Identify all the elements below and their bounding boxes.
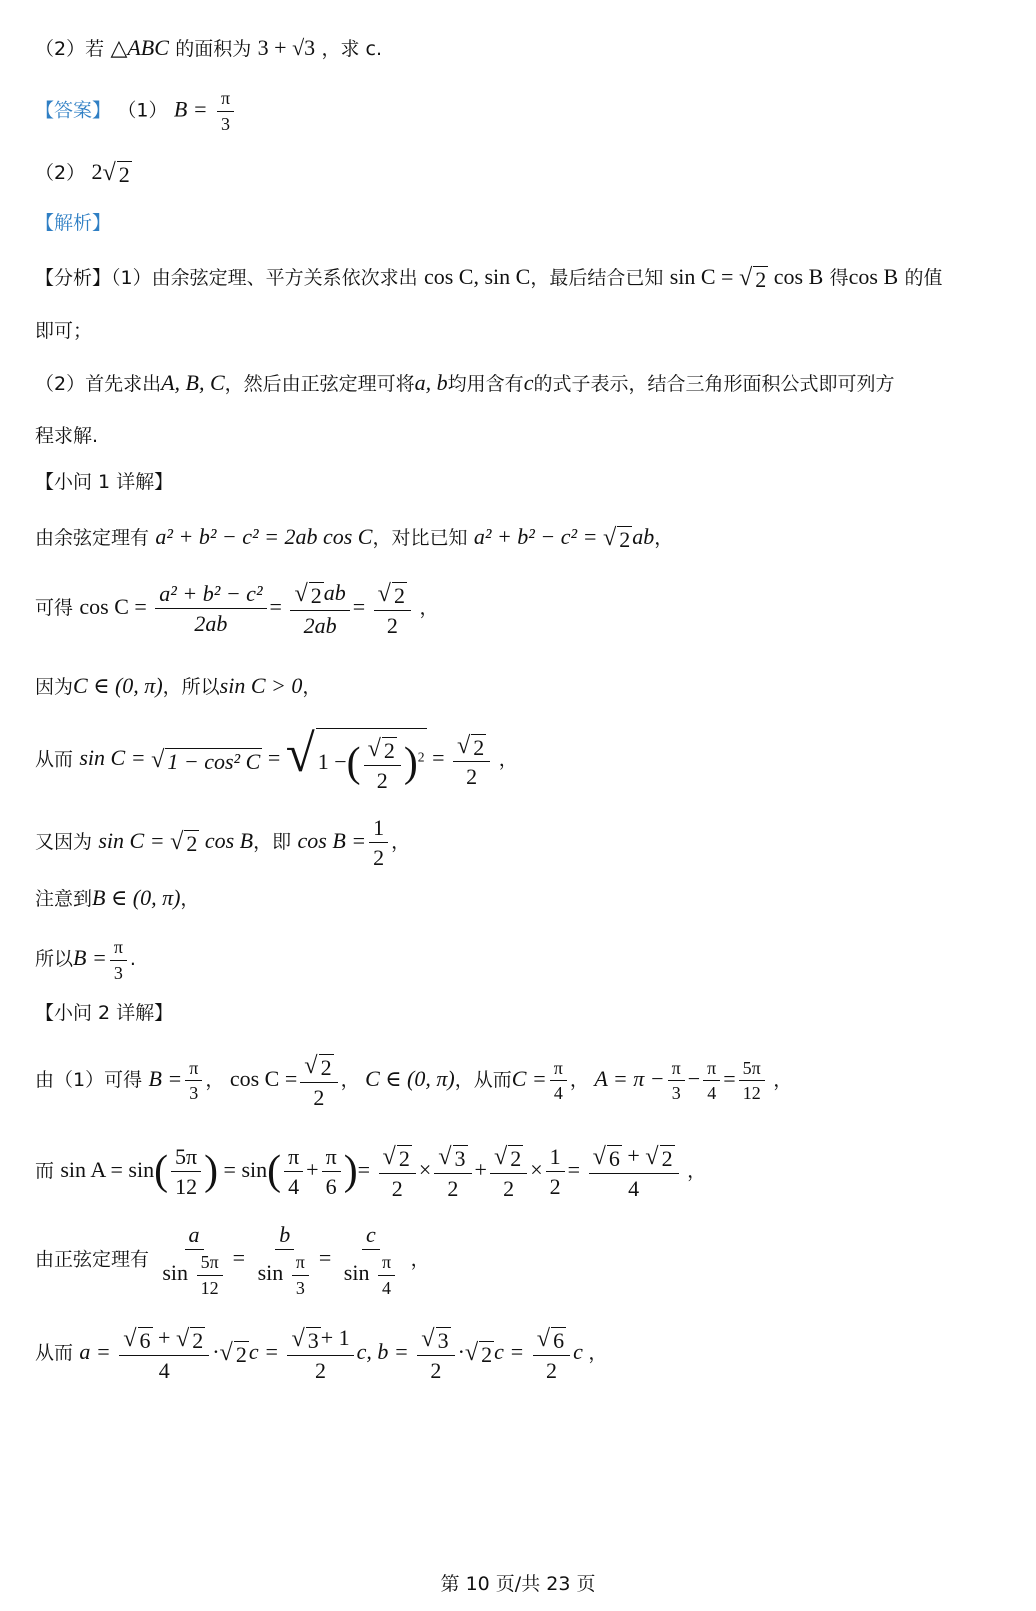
fenxi-1-math3: cos B (848, 264, 899, 289)
l3-m2: sin C > 0 (219, 673, 303, 698)
answer-1-lhs: B = (173, 96, 208, 122)
sub1-line4 (35, 725, 518, 793)
l1-b: ，对比已知 (372, 527, 468, 549)
q2-prefix: （2）若 (35, 38, 105, 60)
fenxi-1-line (35, 263, 943, 292)
l10-end: ， (410, 1248, 430, 1271)
analysis-tag: 【解析】 (35, 212, 112, 234)
sub1-line7 (35, 937, 136, 983)
sub2-line3 (35, 1222, 430, 1299)
answer-1-prefix: （1） (117, 99, 168, 122)
fenxi-1-math2: sin C = √ 2 cos B (669, 264, 824, 293)
answer-2-line (35, 158, 132, 187)
sub1-tag: 【小问 1 详解】 (35, 471, 174, 493)
fenxi-2-m3: c (523, 370, 534, 395)
fenxi-2-m2: a, b (414, 370, 448, 395)
answer-tag: 【答案】 (35, 99, 112, 122)
fenxi-2-c: 均用含有 (447, 373, 524, 395)
q2-mid: 的面积为 (175, 38, 252, 60)
sub2-tag: 【小问 2 详解】 (35, 1002, 174, 1024)
l1-c: ， (654, 527, 674, 549)
sub1-line6 (35, 884, 199, 912)
l7-end: . (129, 948, 136, 971)
l5-m2: cos B = $\frac{1}{2}$ (298, 828, 392, 853)
l8-end: ， (773, 1068, 793, 1091)
l4-end: ， (498, 748, 518, 771)
l1-a: 由余弦定理有 (35, 527, 150, 549)
fenxi-2-d: 的式子表示，结合三角形面积公式即可列方 (533, 373, 895, 395)
fenxi-tag: 【分析】 (35, 267, 112, 289)
sub1-line1 (35, 523, 673, 552)
l5-m1: sin C = √ 2 cos B (98, 827, 254, 857)
l7-m: B = $\frac{\pi}{3}$ (73, 945, 130, 970)
q2-end: ，求 c. (321, 38, 383, 60)
l1-m1: a² + b² − c² = 2ab cos C (155, 524, 373, 549)
analysis-tag-line (35, 210, 111, 236)
l1-m2: a² + b² − c² = √ 2 ab (473, 524, 655, 553)
fenxi-2-b: ，然后由正弦定理可将 (224, 373, 415, 395)
fenxi-1-cont-text: 即可； (35, 320, 93, 342)
sub2-line1 (35, 1052, 792, 1110)
l3-a: 因为 (35, 676, 74, 698)
sub1-heading (35, 469, 173, 495)
sub1-line2 (35, 580, 438, 638)
fenxi-1-mid2: 得 (829, 267, 849, 289)
sub2-line2 (35, 1143, 706, 1201)
fenxi-2-m1: A, B, C (161, 370, 225, 395)
l9-math: sin A = sin( $\frac{5\pi}{12}$ ) = sin( $\frac{\pi}{4}$ + $\frac{\pi}{6}$ )= √ 2 2 × √ 3 2 + √ 2 2 × $\frac{1}{2}$ = √ 6 + √ 2 4 (60, 1157, 687, 1182)
l2-math: cos C = $\frac{\text{a² + b² − c²}}{2ab}$ = √ 2 ab 2ab = √ 2 2 (79, 594, 419, 619)
fenxi-1-math: cos C, sin C (423, 264, 531, 289)
sub2-line4 (35, 1325, 607, 1383)
fenxi-1-cont (35, 318, 92, 344)
l3-b: ，所以 (162, 676, 220, 698)
l9-end: ， (687, 1159, 707, 1182)
l11-end: ， (588, 1341, 608, 1364)
answer-1-fraction: $\frac{\pi}{3}$ (217, 88, 234, 134)
l2-end: ， (419, 596, 439, 619)
l5-a: 又因为 (35, 830, 93, 853)
fenxi-2-line (35, 369, 894, 397)
page-footer: 第 10 页/共 23 页 (440, 1573, 596, 1595)
l3-m: C ∈ (0, π) (73, 673, 163, 698)
l6-a: 注意到 (35, 888, 93, 910)
q2-area: 3 + √3 (257, 35, 316, 60)
answer-2-value: 2 √ 2 (91, 159, 130, 188)
l4-math: sin C = √ 1 − cos² C = √ 1 −( √ 2 2 )$^2$ = √ 2 2 (79, 745, 498, 770)
l9-a: 而 (35, 1159, 55, 1182)
l6-end: ， (180, 888, 200, 910)
l10-math: a sin $\frac{5\pi}{12}$ = b sin $\frac{\pi}{3}$ = c sin $\frac{\pi}{4}$ (155, 1245, 410, 1270)
l10-a: 由正弦定理有 (35, 1248, 150, 1271)
l7-a: 所以 (35, 948, 74, 971)
fenxi-2-a: （2）首先求出 (35, 373, 162, 395)
l11-math: a = √ 6 + √ 2 4 · √ 2 c = √ 3 + 1 2 c, b = √ 3 2 · √ 2 c = √ 6 2 c (79, 1325, 583, 1383)
question-2-line (35, 34, 382, 62)
fenxi-2-cont-text: 程求解. (35, 425, 99, 447)
answer-1-line (35, 88, 237, 134)
l11-a: 从而 (35, 1341, 74, 1364)
l5-end: ， (391, 830, 411, 853)
answer-2-prefix: （2） (35, 162, 86, 184)
q2-triangle: △ABC (110, 35, 169, 60)
l4-a: 从而 (35, 748, 74, 771)
fenxi-1-mid: ，最后结合已知 (530, 267, 664, 289)
l2-a: 可得 (35, 596, 74, 619)
fenxi-1-end: 的值 (904, 267, 943, 289)
l5-b: ，即 (253, 830, 292, 853)
l3-end: ， (302, 676, 322, 698)
sub1-line5 (35, 815, 410, 871)
sub2-heading (35, 1000, 173, 1026)
fenxi-2-cont (35, 423, 98, 449)
sub1-line3 (35, 672, 321, 700)
l6-m: B ∈ (0, π) (92, 885, 181, 910)
l8-a: 由（1）可得 (35, 1068, 143, 1091)
fenxi-1-text: （1）由余弦定理、平方关系依次求出 (111, 267, 418, 289)
l8-math: B = $\frac{\pi}{3}$ ， cos C = √ 2 2 ， C ∈ (0, π)，从而C = $\frac{\pi}{4}$ ， A = π − $\frac{\pi}{3}$ − $\frac{\pi}{4}$ = $\frac{5\pi}{12}$ (148, 1066, 773, 1091)
